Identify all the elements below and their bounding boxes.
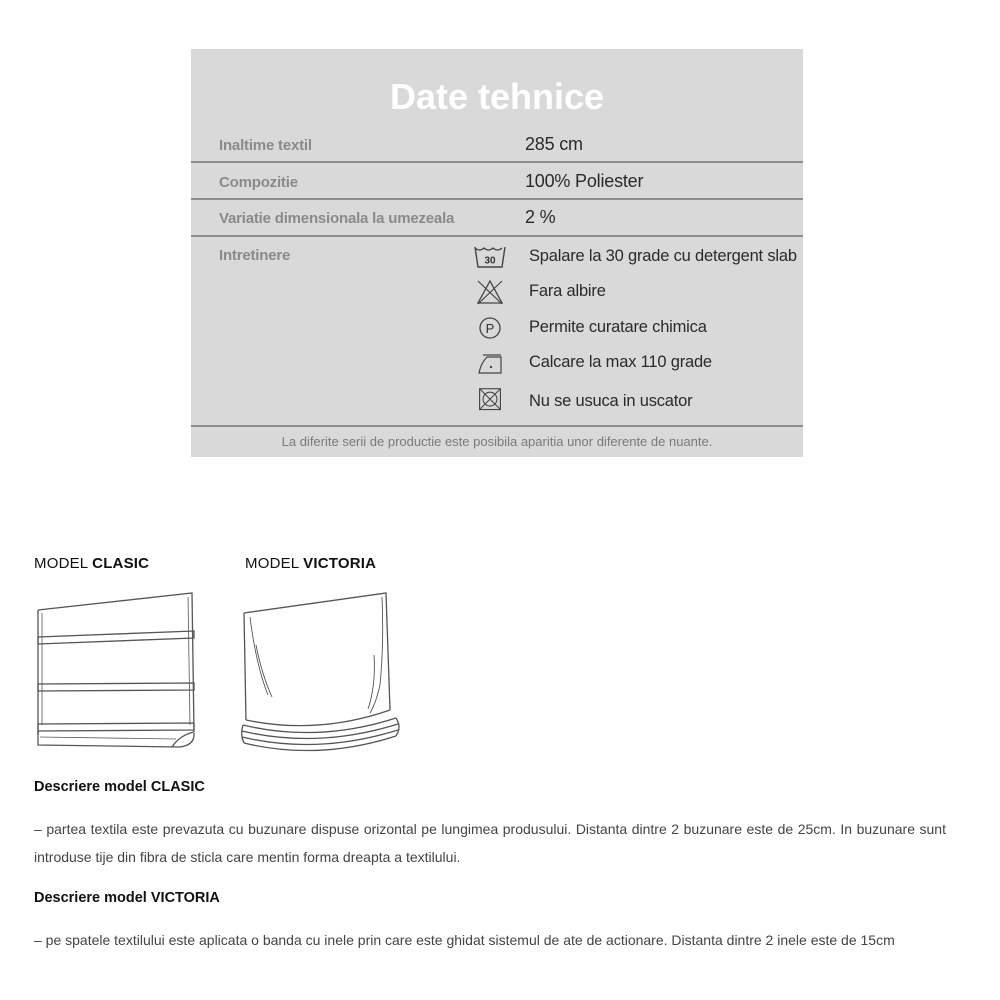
panel-title: Date tehnice xyxy=(389,76,605,117)
row-label-composition: Compozitie xyxy=(219,174,298,191)
no-tumble-dry-icon xyxy=(473,387,507,413)
row-label-care: Intretinere xyxy=(219,247,291,264)
description-text-victoria: – pe spatele textilului este aplicata o banda cu inele prin care este ghidat sistemul de ate de actionare. Distanta dintre 2 inele este de 15cm xyxy=(34,932,895,948)
model-title-victoria xyxy=(245,555,376,572)
footnote-separator xyxy=(191,425,803,427)
footnote: La diferite serii de productie este posibila aparitia unor diferente de nuante. xyxy=(281,434,713,449)
care-text-tumble: Nu se usuca in uscator xyxy=(529,392,693,410)
iron-icon xyxy=(473,351,507,377)
clasic-blind-illustration xyxy=(30,585,205,760)
description-heading-victoria: Descriere model VICTORIA xyxy=(34,890,220,906)
model-prefix: MODEL xyxy=(245,555,304,572)
model-title-clasic xyxy=(34,555,149,572)
description-heading-clasic: Descriere model CLASIC xyxy=(34,779,205,795)
row-value-height: 285 cm xyxy=(525,134,583,154)
care-text-dry-clean: Permite curatare chimica xyxy=(529,318,707,336)
model-prefix: MODEL xyxy=(34,555,93,572)
row-label-height: Inaltime textil xyxy=(219,137,312,154)
row-value-shrinkage: 2 % xyxy=(525,207,556,227)
model-name: VICTORIA xyxy=(303,555,377,572)
wash-30-icon xyxy=(473,244,507,270)
technical-data-panel xyxy=(191,49,803,457)
row-separator xyxy=(191,235,803,237)
model-name: CLASIC xyxy=(92,555,150,572)
care-text-bleach: Fara albire xyxy=(529,282,606,300)
description-text-clasic: – partea textila este prevazuta cu buzunare dispuse orizontal pe lungimea produsului. Distanta dintre 2 buzunare este de 25cm. In buzunare sunt introduse tije din fibra de sticla care mentin forma dreapta a textilului. xyxy=(34,821,946,865)
no-bleach-icon xyxy=(473,279,507,305)
care-text-iron: Calcare la max 110 grade xyxy=(529,353,712,371)
dry-clean-letter: P xyxy=(485,321,495,336)
victoria-blind-illustration xyxy=(238,585,413,765)
wash-temperature: 30 xyxy=(484,255,496,267)
row-separator xyxy=(191,198,803,200)
dry-clean-p-icon xyxy=(473,315,507,341)
row-value-composition: 100% Poliester xyxy=(525,171,644,191)
row-label-shrinkage: Variatie dimensionala la umezeala xyxy=(219,210,455,227)
row-separator xyxy=(191,161,803,163)
care-text-wash: Spalare la 30 grade cu detergent slab xyxy=(529,247,797,265)
